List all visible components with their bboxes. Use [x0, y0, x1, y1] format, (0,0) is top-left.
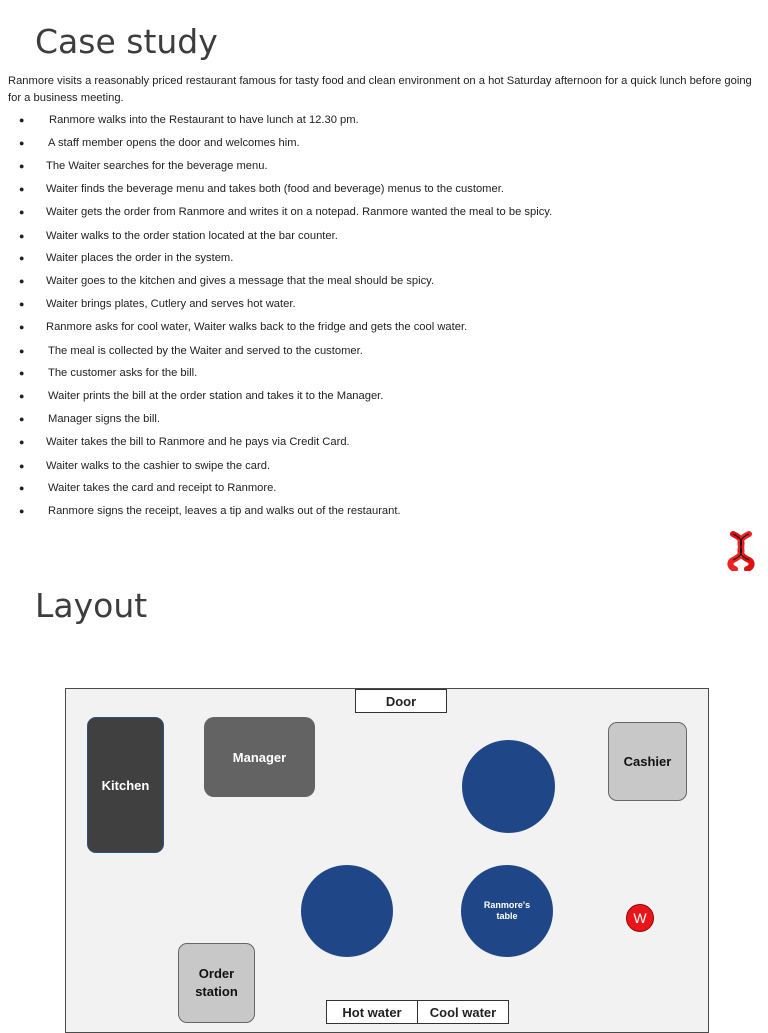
order-station-label: Order station	[195, 966, 238, 999]
bullet-icon: ●	[19, 414, 25, 424]
hot-water-label: Hot water	[326, 1000, 418, 1024]
step-text: Waiter gets the order from Ranmore and writes it on a notepad. Ranmore wanted the meal to be spicy.	[46, 206, 553, 218]
bullet-icon: ●	[19, 276, 25, 286]
step-text: Waiter goes to the kitchen and gives a message that the meal should be spicy.	[46, 275, 435, 287]
bullet-icon: ●	[19, 461, 25, 471]
bullet-icon: ●	[19, 368, 25, 378]
bullet-icon: ●	[19, 138, 25, 148]
bullet-icon: ●	[19, 161, 25, 171]
bullet-icon: ●	[19, 231, 25, 241]
bullet-icon: ●	[19, 437, 25, 447]
step-text: Ranmore walks into the Restaurant to have lunch at 12.30 pm.	[49, 114, 359, 126]
step-text: The Waiter searches for the beverage menu.	[46, 160, 268, 172]
step-text: Waiter takes the card and receipt to Ranmore.	[48, 482, 277, 494]
step-text: Waiter finds the beverage menu and takes both (food and beverage) menus to the customer.	[46, 183, 504, 195]
step-text: The meal is collected by the Waiter and served to the customer.	[48, 345, 363, 357]
cashier-area: Cashier	[608, 722, 687, 801]
step-text: Ranmore asks for cool water, Waiter walks back to the fridge and gets the cool water.	[46, 321, 468, 333]
dining-table	[462, 740, 555, 833]
waiter-marker: W	[626, 904, 654, 932]
bullet-icon: ●	[19, 299, 25, 309]
kitchen-area: Kitchen	[87, 717, 164, 853]
step-text: Waiter takes the bill to Ranmore and he pays via Credit Card.	[46, 436, 350, 448]
bullet-icon: ●	[19, 184, 25, 194]
ranmore-table	[461, 865, 553, 957]
ranmore-table-label: Ranmore's table	[483, 900, 531, 921]
bullet-icon: ●	[19, 207, 25, 217]
step-text: Manager signs the bill.	[48, 413, 160, 425]
cool-water-label: Cool water	[417, 1000, 509, 1024]
door-label: Door	[355, 689, 447, 713]
order-station-area	[178, 943, 255, 1023]
step-text: A staff member opens the door and welcomes him.	[48, 137, 300, 149]
step-text: Waiter walks to the order station located at the bar counter.	[46, 230, 338, 242]
bullet-icon: ●	[19, 322, 25, 332]
step-text: Waiter places the order in the system.	[46, 252, 234, 264]
dna-icon	[727, 531, 755, 571]
bullet-icon: ●	[19, 253, 25, 263]
dining-table	[301, 865, 393, 957]
step-text: Ranmore signs the receipt, leaves a tip and walks out of the restaurant.	[48, 505, 401, 517]
step-text: Waiter walks to the cashier to swipe the card.	[46, 460, 271, 472]
layout-heading: Layout	[35, 586, 148, 625]
manager-area: Manager	[204, 717, 315, 797]
step-text: The customer asks for the bill.	[48, 367, 198, 379]
intro-paragraph: Ranmore visits a reasonably priced restaurant famous for tasty food and clean environment on a hot Saturday afternoon for a quick lunch before going for a business meeting.	[8, 75, 752, 104]
bullet-icon: ●	[19, 506, 25, 516]
step-text: Waiter brings plates, Cutlery and serves hot water.	[46, 298, 296, 310]
case-study-heading: Case study	[35, 22, 218, 61]
bullet-icon: ●	[19, 346, 25, 356]
bullet-icon: ●	[19, 483, 25, 493]
step-text: Waiter prints the bill at the order station and takes it to the Manager.	[48, 390, 384, 402]
bullet-icon: ●	[19, 391, 25, 401]
bullet-icon: ●	[19, 115, 25, 125]
